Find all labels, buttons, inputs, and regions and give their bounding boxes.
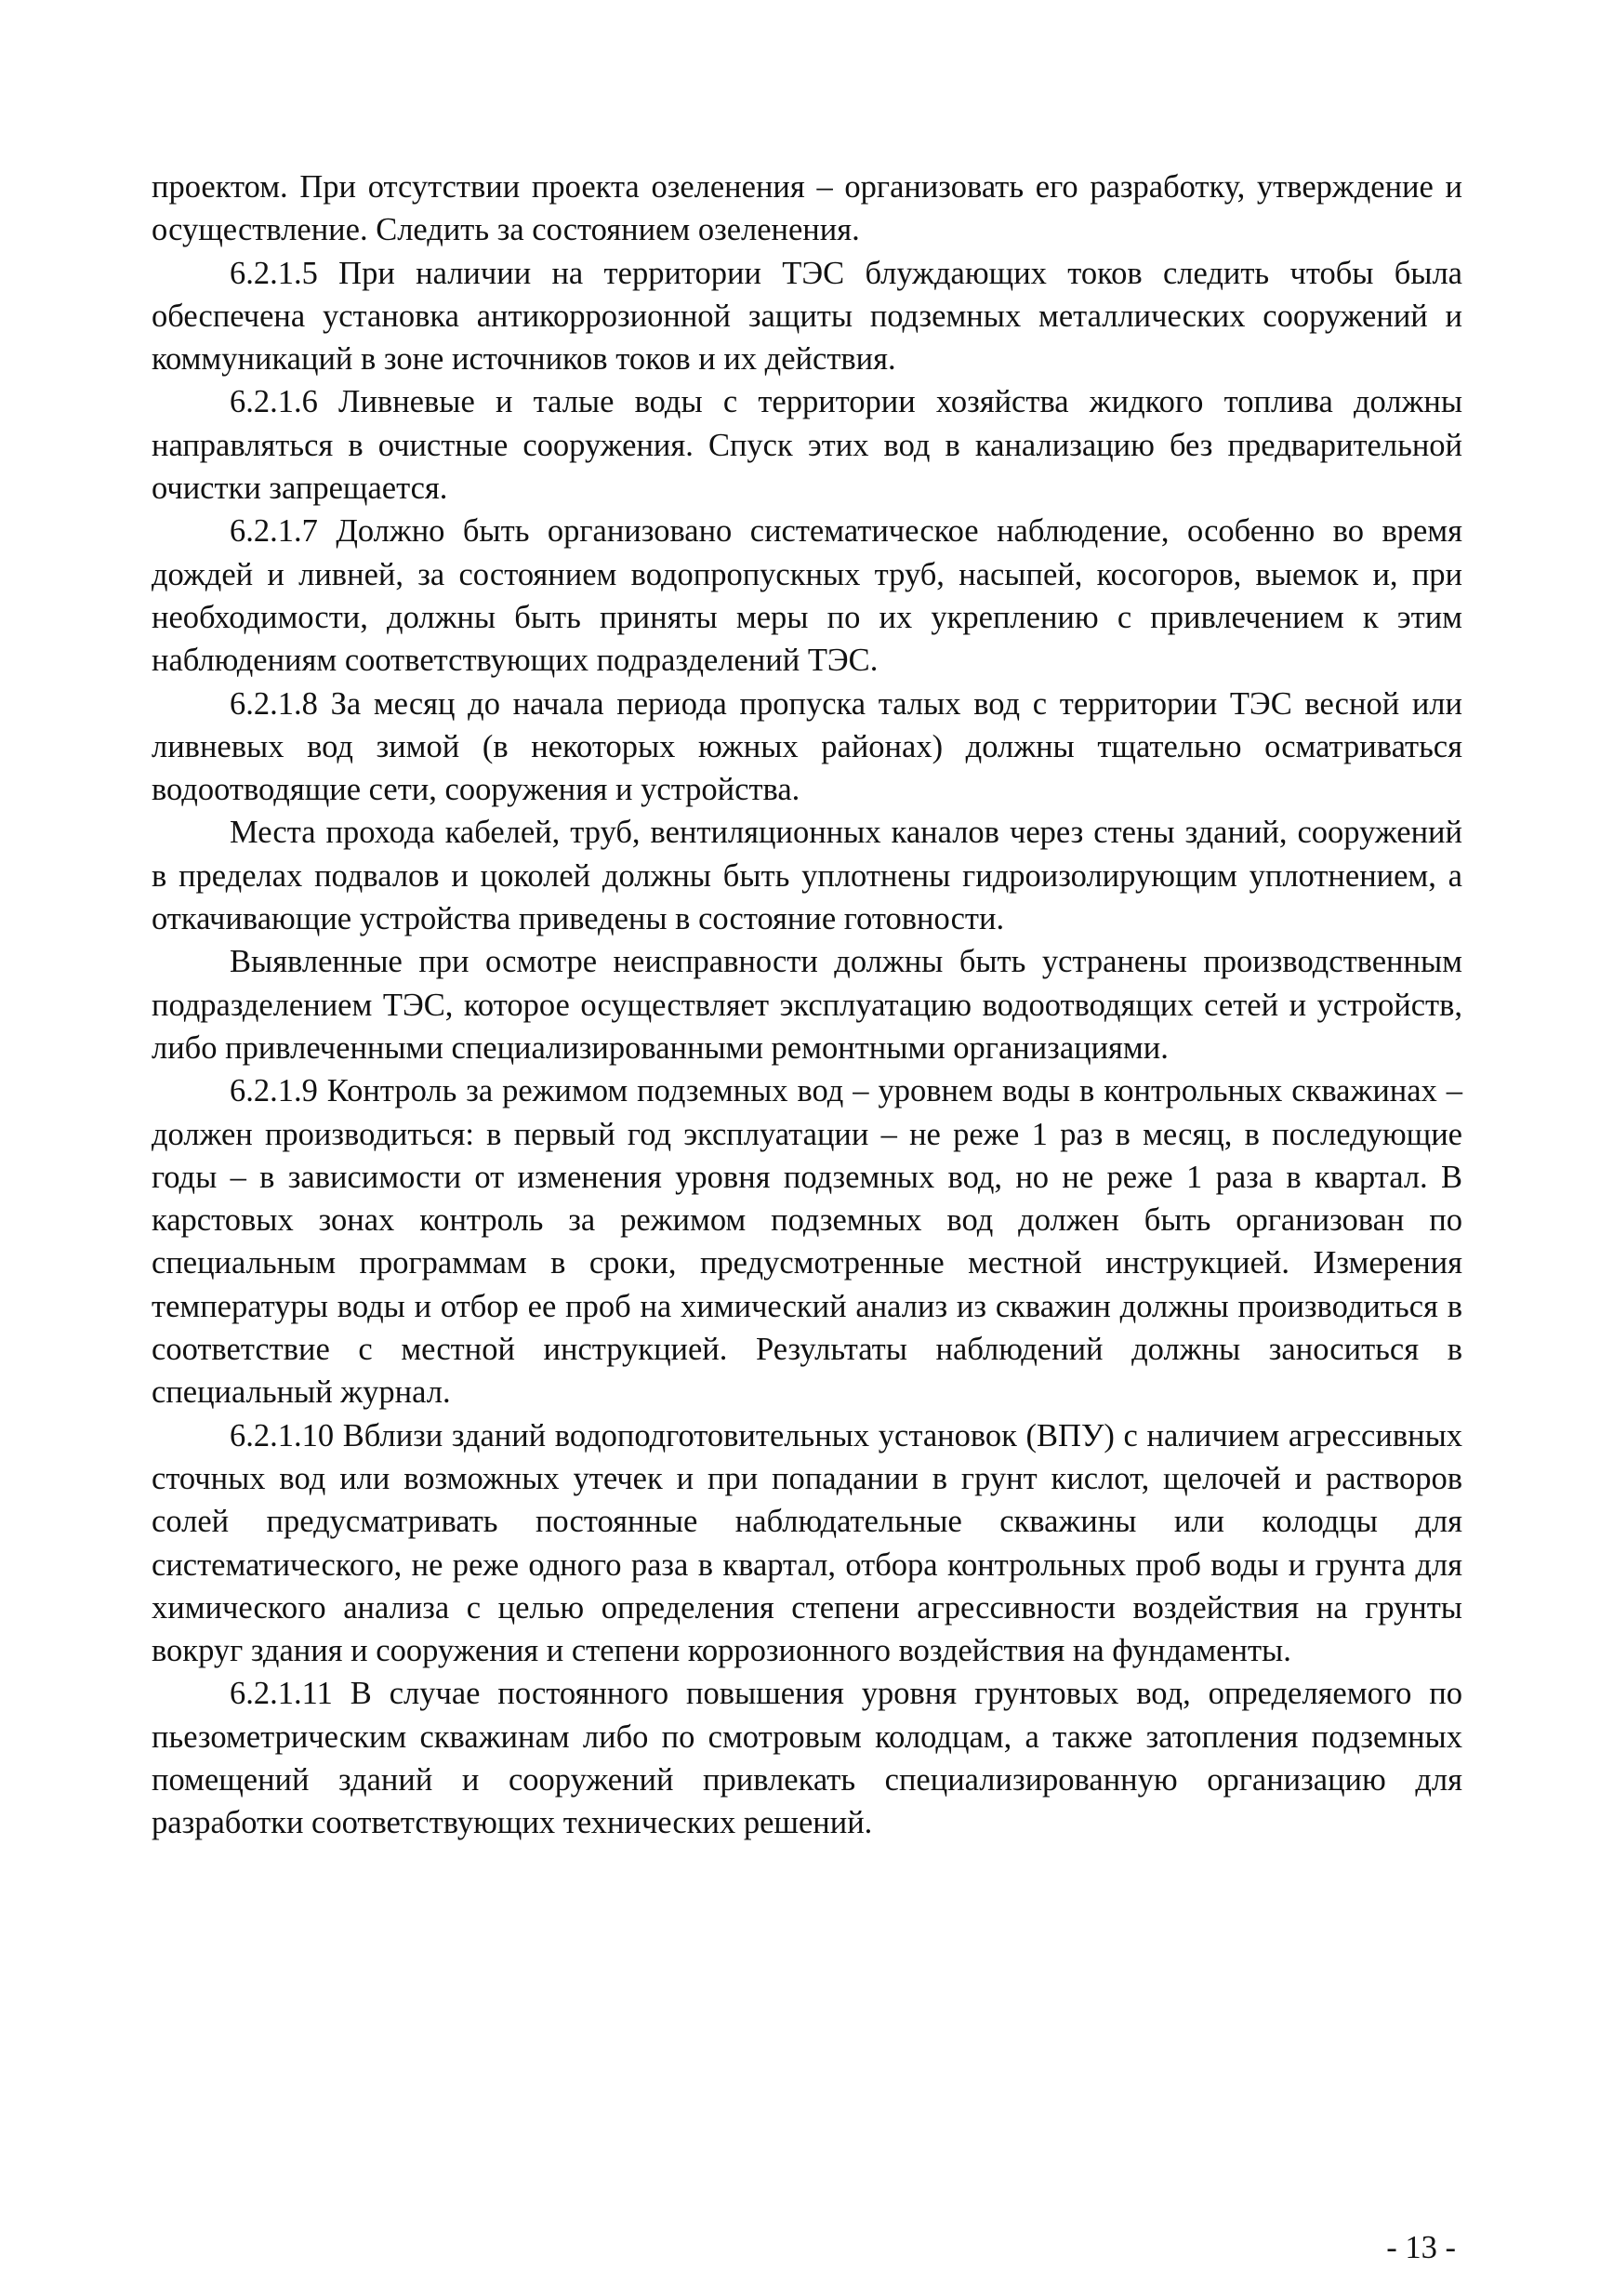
paragraph-defects: Выявленные при осмотре неисправности должны быть устранены производственным подразделением ТЭС, которое осуществляет эксплуатацию водоотводящих сетей и устройств, либо привлеченными специализированными ремонтными организациями. bbox=[152, 944, 1462, 1066]
paragraph-6-2-1-7: 6.2.1.7 Должно быть организовано систематическое наблюдение, особенно во время дождей и ливней, за состоянием водопропускных труб, насыпей, косогоров, выемок и, при необходимости, должны быть приняты меры по их укреплению с привлечением к этим наблюдениям соответствующих подразделений ТЭС. bbox=[152, 513, 1462, 679]
paragraph-6-2-1-5: 6.2.1.5 При наличии на территории ТЭС блуждающих токов следить чтобы была обеспечена установка антикоррозионной защиты подземных металлических сооружений и коммуникаций в зоне источников токов и их действия. bbox=[152, 255, 1462, 378]
paragraph-6-2-1-9: 6.2.1.9 Контроль за режимом подземных вод – уровнем воды в контрольных скважинах – должен производиться: в первый год эксплуатации – не реже 1 раз в месяц, в последующие годы – в зависимости от изменения уровня подземных вод, но не реже 1 раза в квартал. В карстовых зонах контроль за режимом подземных вод должен быть организован по специальным программам в сроки, предусмотренные местной инструкцией. Измерения температуры воды и отбор ее проб на химический анализ из скважин должны производиться в соответствие с местной инструкцией. Результаты наблюдений должны заноситься в специальный журнал. bbox=[152, 1073, 1462, 1411]
paragraph-6-2-1-6: 6.2.1.6 Ливневые и талые воды с территории хозяйства жидкого топлива должны направляться в очистные сооружения. Спуск этих вод в канализацию без предварительной очистки запрещается. bbox=[152, 384, 1462, 507]
paragraph-cable-passages: Места прохода кабелей, труб, вентиляционных каналов через стены зданий, сооружений в пределах подвалов и цоколей должны быть уплотнены гидроизолирующим уплотнением, а откачивающие устройства приведены в состояние готовности. bbox=[152, 815, 1462, 937]
paragraph-6-2-1-11: 6.2.1.11 В случае постоянного повышения уровня грунтовых вод, определяемого по пьезометрическим скважинам либо по смотровым колодцам, а также затопления подземных помещений зданий и сооружений привлекать специализированную организацию для разработки соответствующих технических решений. bbox=[152, 1676, 1462, 1841]
document-page bbox=[152, 166, 1462, 1845]
paragraph-continuation: проектом. При отсутствии проекта озеленения – организовать его разработку, утверждение и осуществление. Следить за состоянием озеленения. bbox=[152, 169, 1462, 248]
page-number: - 13 - bbox=[1386, 2230, 1456, 2265]
paragraph-6-2-1-8: 6.2.1.8 За месяц до начала периода пропуска талых вод с территории ТЭС весной или ливневых вод зимой (в некоторых южных районах) должны тщательно осматриваться водоотводящие сети, сооружения и устройства. bbox=[152, 685, 1462, 808]
paragraph-6-2-1-10: 6.2.1.10 Вблизи зданий водоподготовительных установок (ВПУ) с наличием агрессивных сточных вод или возможных утечек и при попадании в грунт кислот, щелочей и растворов солей предусматривать постоянные наблюдательные скважины или колодцы для систематического, не реже одного раза в квартал, отбора контрольных проб воды и грунта для химического анализа с целью определения степени агрессивности воздействия на грунты вокруг здания и сооружения и степени коррозионного воздействия на фундаменты. bbox=[152, 1417, 1462, 1669]
